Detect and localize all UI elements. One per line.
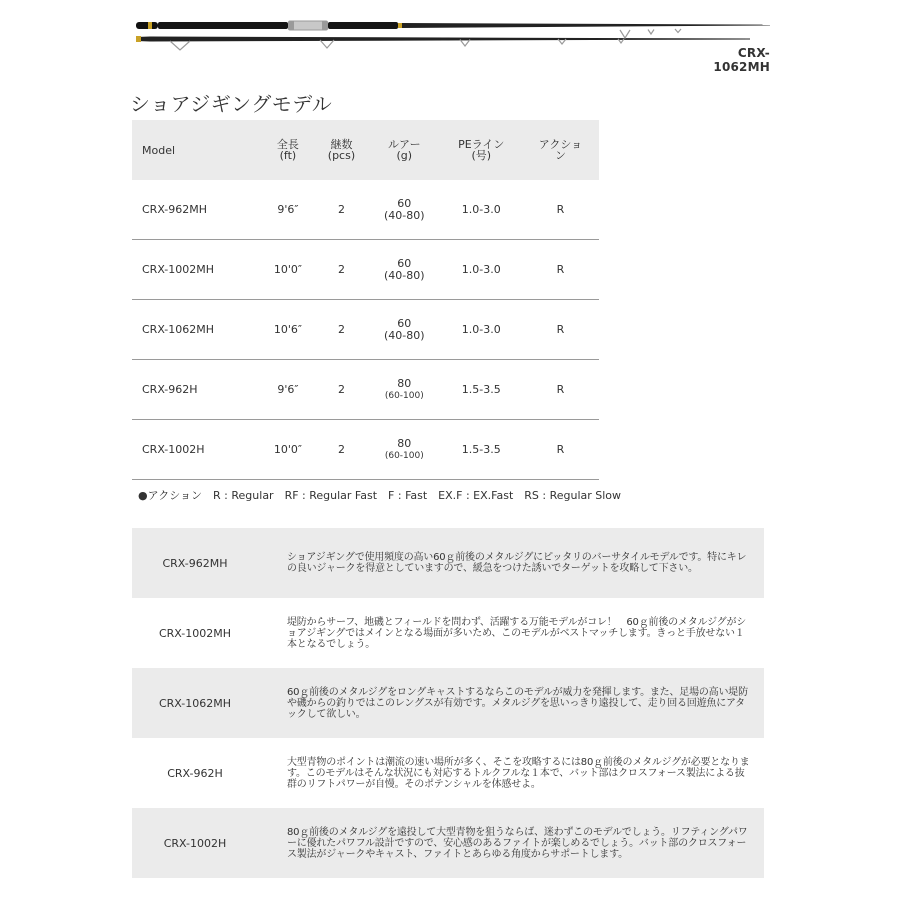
description-text: 60ｇ前後のメタルジグをロングキャストするならこのモデルが威力を発揮します。また、足場の高い堤防や磯からの釣りではこのレングスが有効です。メタルジグを思いっきり遠投して、走り回る回遊魚にアタックして欲しい。	[287, 686, 748, 720]
cell-lure	[368, 300, 441, 360]
description-row	[132, 598, 764, 668]
cell-pieces: 2	[315, 240, 368, 300]
lure-weight: 60	[397, 256, 412, 270]
cell-lure	[368, 360, 441, 420]
cell-lure	[368, 180, 441, 240]
spec-table	[132, 120, 599, 480]
spec-row	[132, 420, 599, 480]
lure-range: (40-80)	[384, 268, 425, 282]
description-model: CRX-962MH	[162, 556, 228, 570]
header-length: 全長 (ft)	[261, 120, 315, 180]
cell-action: R	[522, 300, 599, 360]
spec-row	[132, 300, 599, 360]
rod-product-image	[130, 10, 770, 60]
lure-weight: 60	[397, 196, 412, 210]
cell-length: 10'0″	[261, 420, 315, 480]
cell-model: CRX-1002MH	[132, 240, 261, 300]
cell-pe-line: 1.5-3.5	[441, 420, 522, 480]
section-title: ショアジギングモデル	[130, 92, 333, 116]
cell-model: CRX-962H	[132, 360, 261, 420]
lure-range: (60-100)	[384, 390, 424, 401]
description-model: CRX-1002MH	[158, 626, 232, 640]
header-pieces: 継数 (pcs)	[315, 120, 368, 180]
upper-rod-section	[136, 21, 770, 31]
lure-weight: 80	[397, 376, 412, 390]
lower-rod-section	[136, 36, 750, 42]
model-descriptions	[132, 528, 764, 878]
spec-row	[132, 180, 599, 240]
action-legend: ●アクション R : Regular RF : Regular Fast F : Fast EX.F : EX.Fast RS : Regular Slow	[138, 489, 622, 502]
product-model-label: CRX-1062MH	[713, 46, 770, 74]
cell-pe-line: 1.5-3.5	[441, 360, 522, 420]
header-action: アクショ ン	[522, 120, 599, 180]
lure-range: (60-100)	[384, 450, 424, 461]
cell-lure	[368, 240, 441, 300]
cell-model: CRX-1062MH	[132, 300, 261, 360]
cell-model: CRX-1002H	[132, 420, 261, 480]
description-row	[132, 668, 764, 738]
cell-pieces: 2	[315, 420, 368, 480]
description-row	[132, 528, 764, 598]
spec-header-row	[132, 120, 599, 180]
cell-length: 9'6″	[261, 360, 315, 420]
cell-action: R	[522, 420, 599, 480]
description-row	[132, 808, 764, 878]
lure-weight: 80	[397, 436, 412, 450]
spec-row	[132, 360, 599, 420]
description-text: 大型青物のポイントは潮流の速い場所が多く、そこを攻略するには80ｇ前後のメタルジグが必要となります。このモデルはそんな状況にも対応するトルクフルな１本で、バット部はクロスフォース製法による抜群のリフトパワーが自慢。そのポテンシャルを体感せよ。	[287, 756, 750, 790]
description-row	[132, 738, 764, 808]
cell-lure	[368, 420, 441, 480]
cell-length: 10'0″	[261, 240, 315, 300]
description-model: CRX-962H	[167, 766, 223, 780]
cell-length: 9'6″	[261, 180, 315, 240]
description-text: 堤防からサーフ、地磯とフィールドを問わず、活躍する万能モデルがコレ！ 60ｇ前後のメタルジグがショアジギングではメインとなる場面が多いため、このモデルがベストマッチします。きっと手放せない１本となるでしょう。	[287, 616, 747, 650]
description-model: CRX-1002H	[163, 836, 227, 850]
header-lure: ルアー (g)	[368, 120, 441, 180]
lure-range: (40-80)	[384, 208, 425, 222]
cell-pe-line: 1.0-3.0	[441, 300, 522, 360]
cell-pieces: 2	[315, 360, 368, 420]
lure-weight: 60	[397, 316, 412, 330]
cell-length: 10'6″	[261, 300, 315, 360]
lure-range: (40-80)	[384, 328, 425, 342]
cell-pe-line: 1.0-3.0	[441, 240, 522, 300]
cell-model: CRX-962MH	[132, 180, 261, 240]
cell-pe-line: 1.0-3.0	[441, 180, 522, 240]
description-text: 80ｇ前後のメタルジグを遠投して大型青物を狙うならば、迷わずこのモデルでしょう。リフティングパワーに優れたパワフル設計ですので、安心感のあるファイトが楽しめるでしょう。バット部のクロスフォース製法がジャークやキャスト、ファイトとあらゆる角度からサポートします。	[287, 826, 748, 860]
cell-action: R	[522, 240, 599, 300]
cell-action: R	[522, 180, 599, 240]
cell-pieces: 2	[315, 300, 368, 360]
cell-pieces: 2	[315, 180, 368, 240]
spec-row	[132, 240, 599, 300]
header-pe-line: PEライン (号)	[441, 120, 522, 180]
header-model: Model	[132, 120, 261, 180]
cell-action: R	[522, 360, 599, 420]
description-text: ショアジギングで使用頻度の高い60ｇ前後のメタルジグにピッタリのバーサタイルモデルです。特にキレの良いジャークを得意としていますので、緩急をつけた誘いでターゲットを攻略して下さい。	[287, 552, 747, 574]
description-model: CRX-1062MH	[158, 696, 232, 710]
